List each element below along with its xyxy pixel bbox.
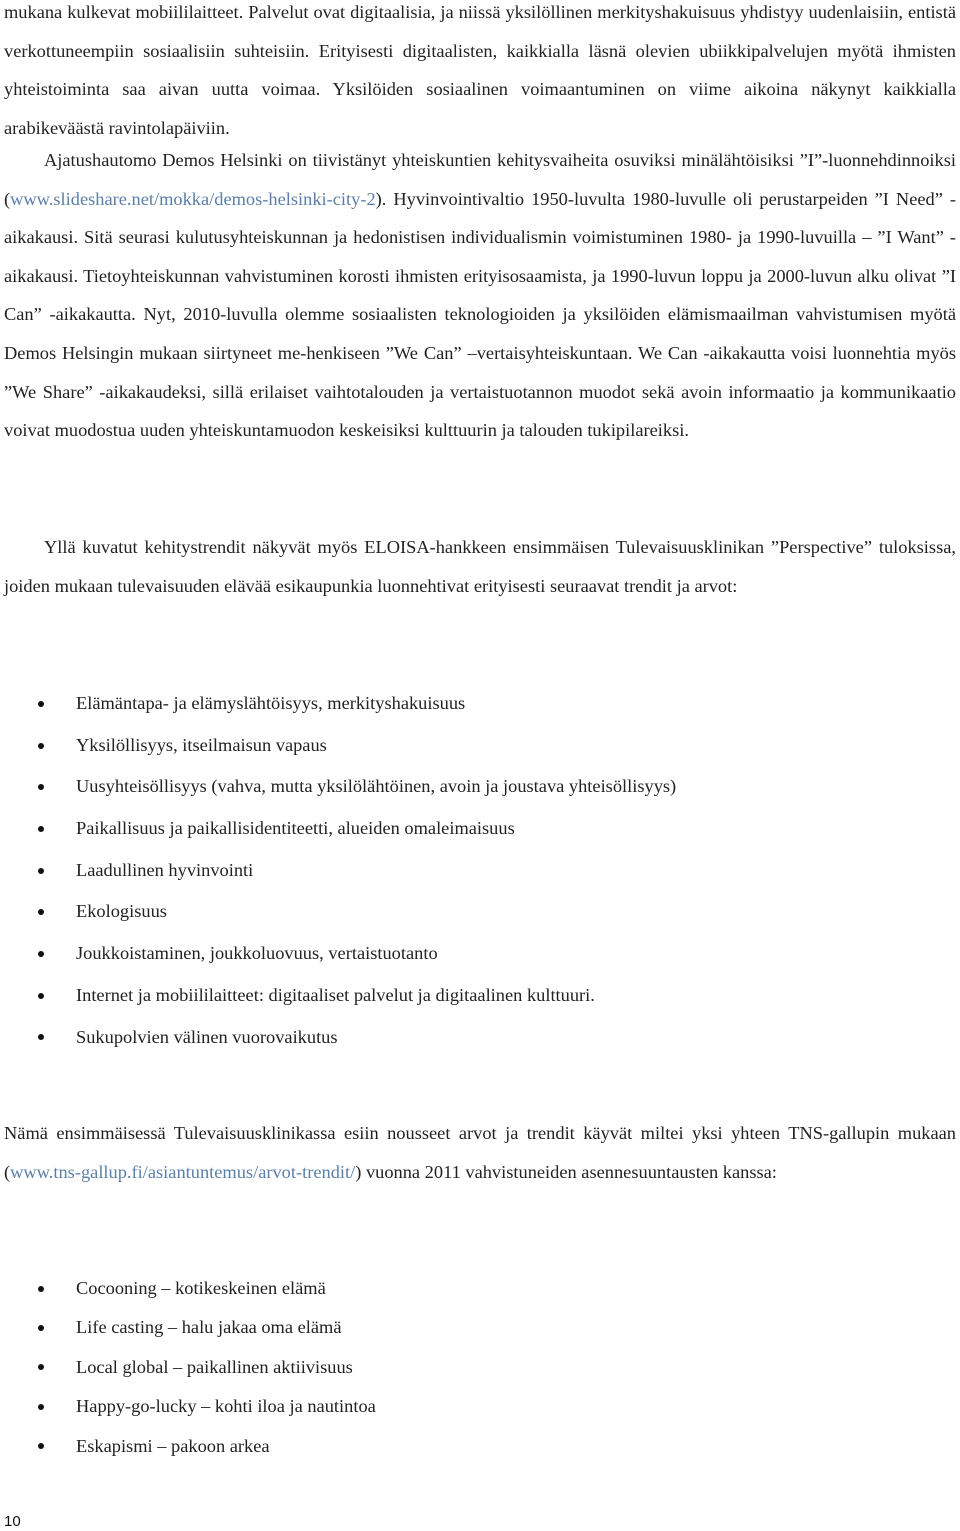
paragraph-2 — [4, 141, 956, 450]
paragraph-4 — [4, 1114, 956, 1191]
paragraph-4-text-start: Nämä ensimmäisessä Tulevaisuusklinikassa esiin nousseet arvot ja trendit käyvät miltei yksi yhteen TNS-gallupin mukaan ( — [4, 1123, 956, 1182]
list-item-text: Sukupolvien välinen vuorovaikutus — [76, 1026, 338, 1047]
list-item — [4, 725, 956, 767]
list-item — [4, 808, 956, 850]
tns-gallup-link[interactable]: www.tns-gallup.fi/asiantuntemus/arvot-trendit/ — [10, 1161, 356, 1182]
paragraph-2-text-end: ). Hyvinvointivaltio 1950-luvulta 1980-luvulle oli perustarpeiden ”I Need” -aikakausi. Sitä seurasi kulutusyhteiskunnan ja hedonistisen individualismin voimistuminen 1980- ja 1990-luvuilla – ”I Want” -aikakausi. Tietoyhteiskunnan vahvistuminen korosti ihmisten erityisosaamista, ja 1990-luvun loppu ja 2000-luvun alku olivat ”I Can” -aikakautta. Nyt, 2010-luvulla olemme sosiaalisten teknologioiden ja yksilöiden elämismaailman vahvistumisen myötä Demos Helsingin mukaan siirtyneet me-henkiseen ”We Can” –vertaisyhteiskuntaan. We Can -aikakautta voisi luonnehtia myös ”We Share” -aikakaudeksi, sillä erilaiset vaihtotalouden ja vertaistuotannon muodot sekä avoin informaatio ja kommunikaatio voivat muodostua uuden yhteiskuntamuodon keskeisiksi kulttuurin ja talouden tukipilareiksi. — [4, 188, 956, 441]
list-item-text: Joukkoistaminen, joukkoluovuus, vertaistuotanto — [76, 943, 438, 964]
bullet-icon — [38, 701, 44, 707]
list-item-text: Uusyhteisöllisyys (vahva, mutta yksilölähtöinen, avoin ja joustava yhteisöllisyys) — [76, 776, 677, 797]
bullet-icon — [38, 1443, 44, 1449]
list-item — [4, 683, 956, 725]
list-item-text: Eskapismi – pakoon arkea — [76, 1435, 270, 1456]
list-item-text: Laadullinen hyvinvointi — [76, 859, 254, 880]
bullet-icon — [38, 784, 44, 790]
paragraph-3 — [4, 528, 956, 605]
list-item-text: Local global – paikallinen aktiivisuus — [76, 1356, 353, 1377]
list-item — [4, 1348, 956, 1387]
list-item-text: Ekologisuus — [76, 901, 167, 922]
paragraph-1-text: mukana kulkevat mobiililaitteet. Palvelut ovat digitaalisia, ja niissä yksilöllinen merkityshakuisuus yhdistyy uudenlaisiin, entistä verkottuneempiin sosiaalisiin suhteisiin. Erityisesti digitaalisten, kaikkialla läsnä olevien ubiikkipalvelujen myötä ihmisten yhteistoiminta saa aivan uutta voimaa. Yksilöiden sosiaalinen voimaantuminen on viime aikoina näkynyt kaikkialla arabikeväästä ravintolapäiviin. — [4, 2, 956, 138]
list-item-text: Cocooning – kotikeskeinen elämä — [76, 1278, 326, 1298]
list-item — [4, 850, 956, 892]
bullet-icon — [38, 1364, 44, 1370]
list-item — [4, 933, 956, 975]
bullet-icon — [38, 951, 44, 957]
list-item — [4, 766, 956, 808]
list-item-text: Yksilöllisyys, itseilmaisun vapaus — [76, 734, 327, 755]
bullet-icon — [38, 909, 44, 915]
bullet-icon — [38, 993, 44, 999]
list-item — [4, 1269, 956, 1308]
bullet-icon — [38, 1404, 44, 1410]
bullet-icon — [38, 826, 44, 832]
bullet-icon — [38, 743, 44, 749]
bullet-icon — [38, 1286, 44, 1292]
paragraph-1 — [4, 0, 956, 147]
list-item-text: Elämäntapa- ja elämyslähtöisyys, merkityshakuisuus — [76, 693, 466, 713]
page-number: 10 — [4, 1513, 21, 1530]
list-item — [4, 891, 956, 933]
list-item — [4, 975, 956, 1017]
bullet-icon — [38, 1034, 44, 1040]
bullet-icon — [38, 1325, 44, 1331]
paragraph-2-text-start: Ajatushautomo Demos Helsinki on tiivistänyt yhteiskuntien kehitysvaiheita osuviksi minälähtöisiksi ”I”-luonnehdinnoiksi ( — [4, 150, 956, 209]
bullet-icon — [38, 868, 44, 874]
list-item-text: Life casting – halu jakaa oma elämä — [76, 1317, 342, 1338]
list-item — [4, 1387, 956, 1426]
paragraph-3-text: Yllä kuvatut kehitystrendit näkyvät myös ELOISA-hankkeen ensimmäisen Tulevaisuusklinikan ”Perspective” tuloksissa, joiden mukaan tulevaisuuden elävää esikaupunkia luonnehtivat erityisesti seuraavat trendit ja arvot: — [4, 537, 956, 596]
list-item-text: Internet ja mobiililaitteet: digitaaliset palvelut ja digitaalinen kulttuuri. — [76, 984, 595, 1005]
trends-list — [4, 683, 956, 1058]
paragraph-4-text-end: ) vuonna 2011 vahvistuneiden asennesuuntausten kanssa: — [355, 1161, 777, 1182]
attitudes-list — [4, 1269, 956, 1466]
list-item — [4, 1308, 956, 1347]
list-item — [4, 1017, 956, 1059]
slideshare-link[interactable]: www.slideshare.net/mokka/demos-helsinki-city-2 — [10, 188, 376, 209]
list-item — [4, 1427, 956, 1466]
list-item-text: Paikallisuus ja paikallisidentiteetti, alueiden omaleimaisuus — [76, 818, 515, 839]
list-item-text: Happy-go-lucky – kohti iloa ja nautintoa — [76, 1396, 376, 1417]
